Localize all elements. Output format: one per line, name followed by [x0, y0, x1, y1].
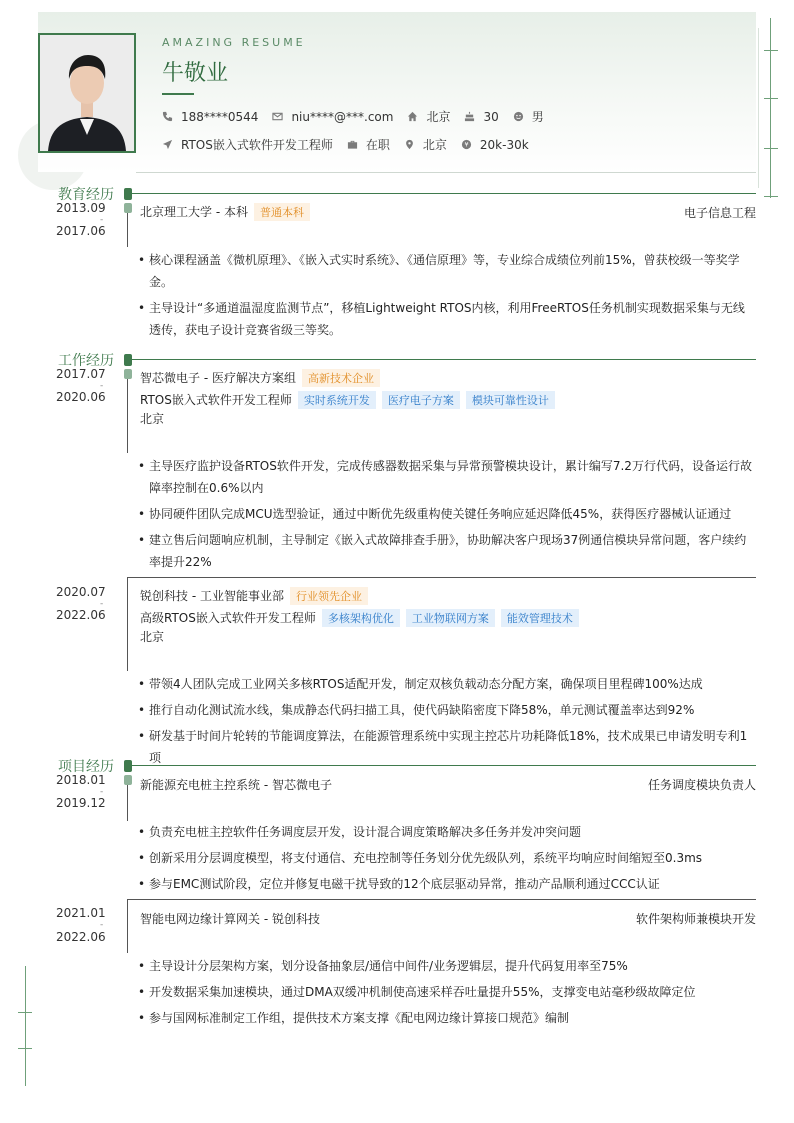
- date-dash: -: [100, 215, 104, 225]
- work1-bullets: [138, 455, 752, 577]
- job-intent-row: [162, 136, 543, 153]
- date-dash: -: [100, 787, 104, 797]
- gender-text: 男: [531, 110, 544, 124]
- decor-tick: [18, 1048, 32, 1049]
- face-icon: [513, 111, 524, 122]
- email-text: niu****@***.com: [291, 109, 394, 124]
- list-item: • 创新采用分层调度模型，将支付通信、充电控制等任务划分优先级队列，系统平均响应时间缩短至0.3ms: [138, 847, 758, 869]
- timeline-line: [127, 785, 128, 821]
- status-info: [347, 136, 390, 153]
- role-tag: 医疗电子方案: [382, 391, 460, 409]
- entry-rule: [128, 577, 756, 578]
- phone-text: 188****0544: [181, 109, 259, 124]
- age-info: [464, 110, 498, 124]
- list-item: • 带领4人团队完成工业网关多核RTOS适配开发，制定双核负载动态分配方案，确保项目里程碑100%达成: [138, 673, 758, 695]
- briefcase-icon: [347, 139, 358, 150]
- timeline-line: [127, 379, 128, 453]
- edu-end-date: 2017.06: [56, 224, 106, 238]
- decor-rail-right-inner: [758, 28, 759, 188]
- decor-tick: [764, 50, 778, 51]
- work1-end-date: 2020.06: [56, 390, 106, 404]
- work2-company: [140, 587, 368, 605]
- expected-city-info: [404, 136, 447, 153]
- role-tag: 模块可靠性设计: [466, 391, 555, 409]
- section-title-education: 教育经历: [58, 187, 114, 203]
- profile-portrait-icon: [40, 35, 134, 151]
- work2-company-text: 锐创科技 - 工业智能事业部: [140, 589, 284, 603]
- header-divider: [136, 172, 756, 173]
- edu-bullets: [138, 249, 752, 345]
- candidate-name: 牛敬业: [162, 61, 229, 86]
- list-item: • 协同硬件团队完成MCU选型验证，通过中断优先级重构使关键任务响应延迟降低45%，获得医疗器械认证通过: [138, 503, 752, 525]
- work2-bullets: [138, 673, 758, 773]
- proj2-bullets: [138, 955, 758, 1033]
- date-dash: -: [100, 381, 104, 391]
- date-dash: -: [100, 599, 104, 609]
- pin-icon: [404, 139, 415, 150]
- timeline-subnode: [124, 775, 132, 785]
- edu-school: [140, 203, 310, 221]
- timeline-node: [124, 188, 132, 200]
- work2-end-date: 2022.06: [56, 608, 106, 622]
- phone-info: [162, 110, 258, 124]
- proj2-role: 软件架构师兼模块开发: [635, 912, 756, 926]
- section-title-projects: 项目经历: [58, 759, 114, 775]
- list-item: • 负责充电桩主控软件任务调度层开发，设计混合调度策略解决多任务并发冲突问题: [138, 821, 758, 843]
- location-info: [407, 108, 450, 125]
- age-text: 30: [483, 109, 499, 124]
- work1-role-text: RTOS嵌入式软件开发工程师: [140, 393, 292, 407]
- edu-start-date: 2013.09: [56, 201, 106, 215]
- timeline-node: [124, 760, 132, 772]
- work1-company-tag: 高新技术企业: [302, 369, 380, 387]
- send-icon: [162, 139, 173, 150]
- job-target-info: [162, 136, 333, 153]
- proj1-role: 任务调度模块负责人: [647, 778, 756, 792]
- decor-rail-right: [770, 18, 771, 198]
- timeline-subnode: [124, 203, 132, 213]
- timeline-line: [127, 899, 128, 953]
- mail-icon: [272, 111, 283, 122]
- money-icon: [461, 139, 472, 150]
- work1-role: [140, 391, 555, 409]
- list-item: • 建立售后问题响应机制，主导制定《嵌入式故障排查手册》，协助解决客户现场37例通信模块异常问题，客户续约率提升22%: [138, 529, 752, 573]
- proj2-start-date: 2021.01: [56, 906, 106, 920]
- contact-row: [162, 108, 558, 125]
- edu-school-text: 北京理工大学 - 本科: [140, 205, 248, 219]
- timeline-line: [127, 213, 128, 247]
- resume-tagline: AMAZING RESUME: [162, 36, 306, 49]
- proj1-name: 新能源充电桩主控系统 - 智芯微电子: [140, 778, 332, 792]
- list-item: • 主导设计分层架构方案，划分设备抽象层/通信中间件/业务逻辑层，提升代码复用率至75%: [138, 955, 758, 977]
- list-item: • 研发基于时间片轮转的节能调度算法，在能源管理系统中实现主控芯片功耗降低18%，技术成果已申请发明专利1项: [138, 725, 758, 769]
- gender-info: [513, 108, 544, 125]
- proj1-bullets: [138, 821, 758, 899]
- list-item: • 推行自动化测试流水线，集成静态代码扫描工具，使代码缺陷密度下降58%，单元测试覆盖率达到92%: [138, 699, 758, 721]
- decor-tick: [764, 196, 778, 197]
- role-tag: 工业物联网方案: [406, 609, 495, 627]
- section-rule: [132, 193, 756, 194]
- work2-city: 北京: [140, 630, 165, 644]
- work2-role-text: 高级RTOS嵌入式软件开发工程师: [140, 611, 316, 625]
- work1-company-text: 智芯微电子 - 医疗解决方案组: [140, 371, 296, 385]
- salary-text: 20k-30k: [479, 137, 529, 152]
- list-item: • 主导医疗监护设备RTOS软件开发，完成传感器数据采集与异常预警模块设计，累计编写7.2万行代码，设备运行故障率控制在0.6%以内: [138, 455, 752, 499]
- cake-icon: [464, 111, 475, 122]
- list-item: • 参与国网标准制定工作组，提供技术方案支撑《配电网边缘计算接口规范》编制: [138, 1007, 758, 1029]
- work1-city: 北京: [140, 412, 165, 426]
- edu-major: 电子信息工程: [683, 206, 756, 220]
- section-rule: [132, 359, 756, 360]
- work2-company-tag: 行业领先企业: [290, 587, 368, 605]
- work1-start-date: 2017.07: [56, 367, 106, 381]
- name-underline: [162, 93, 194, 95]
- list-item: • 参与EMC测试阶段，定位并修复电磁干扰导致的12个底层驱动异常，推动产品顺利通过CCC认证: [138, 873, 758, 895]
- proj2-name: 智能电网边缘计算网关 - 锐创科技: [140, 912, 320, 926]
- edu-tag: 普通本科: [254, 203, 310, 221]
- proj1-end-date: 2019.12: [56, 796, 106, 810]
- email-info: [272, 110, 393, 124]
- decor-tick: [764, 148, 778, 149]
- phone-icon: [162, 111, 173, 122]
- section-rule: [132, 765, 756, 766]
- proj1-start-date: 2018.01: [56, 773, 106, 787]
- decor-tick: [18, 1012, 32, 1013]
- role-tag: 能效管理技术: [501, 609, 579, 627]
- status-text: 在职: [365, 138, 390, 152]
- salary-info: [461, 138, 529, 152]
- entry-rule: [128, 899, 756, 900]
- timeline-node: [124, 354, 132, 366]
- proj2-end-date: 2022.06: [56, 930, 106, 944]
- list-item: • 开发数据采集加速模块，通过DMA双缓冲机制使高速采样吞吐量提升55%，支撑变电站毫秒级故障定位: [138, 981, 758, 1003]
- decor-rail-left: [25, 966, 26, 1086]
- role-tag: 实时系统开发: [298, 391, 376, 409]
- list-item: • 核心课程涵盖《微机原理》、《嵌入式实时系统》、《通信原理》等，专业综合成绩位列前15%，曾获校级一等奖学金。: [138, 249, 752, 293]
- expected-city-text: 北京: [422, 138, 447, 152]
- decor-tick: [764, 98, 778, 99]
- work1-company: [140, 369, 380, 387]
- work2-start-date: 2020.07: [56, 585, 106, 599]
- profile-photo: [38, 33, 136, 153]
- job-target-text: RTOS嵌入式软件开发工程师: [181, 138, 333, 152]
- location-text: 北京: [426, 110, 451, 124]
- timeline-subnode: [124, 369, 132, 379]
- section-title-work: 工作经历: [58, 353, 114, 369]
- timeline-line: [127, 577, 128, 671]
- date-dash: -: [100, 920, 104, 930]
- svg-text:¥: ¥: [464, 140, 469, 149]
- list-item: • 主导设计“多通道温湿度监测节点”，移植Lightweight RTOS内核，利用FreeRTOS任务机制实现数据采集与无线透传，获电子设计竞赛省级三等奖。: [138, 297, 752, 341]
- home-icon: [407, 111, 418, 122]
- work2-role: [140, 609, 579, 627]
- role-tag: 多核架构优化: [322, 609, 400, 627]
